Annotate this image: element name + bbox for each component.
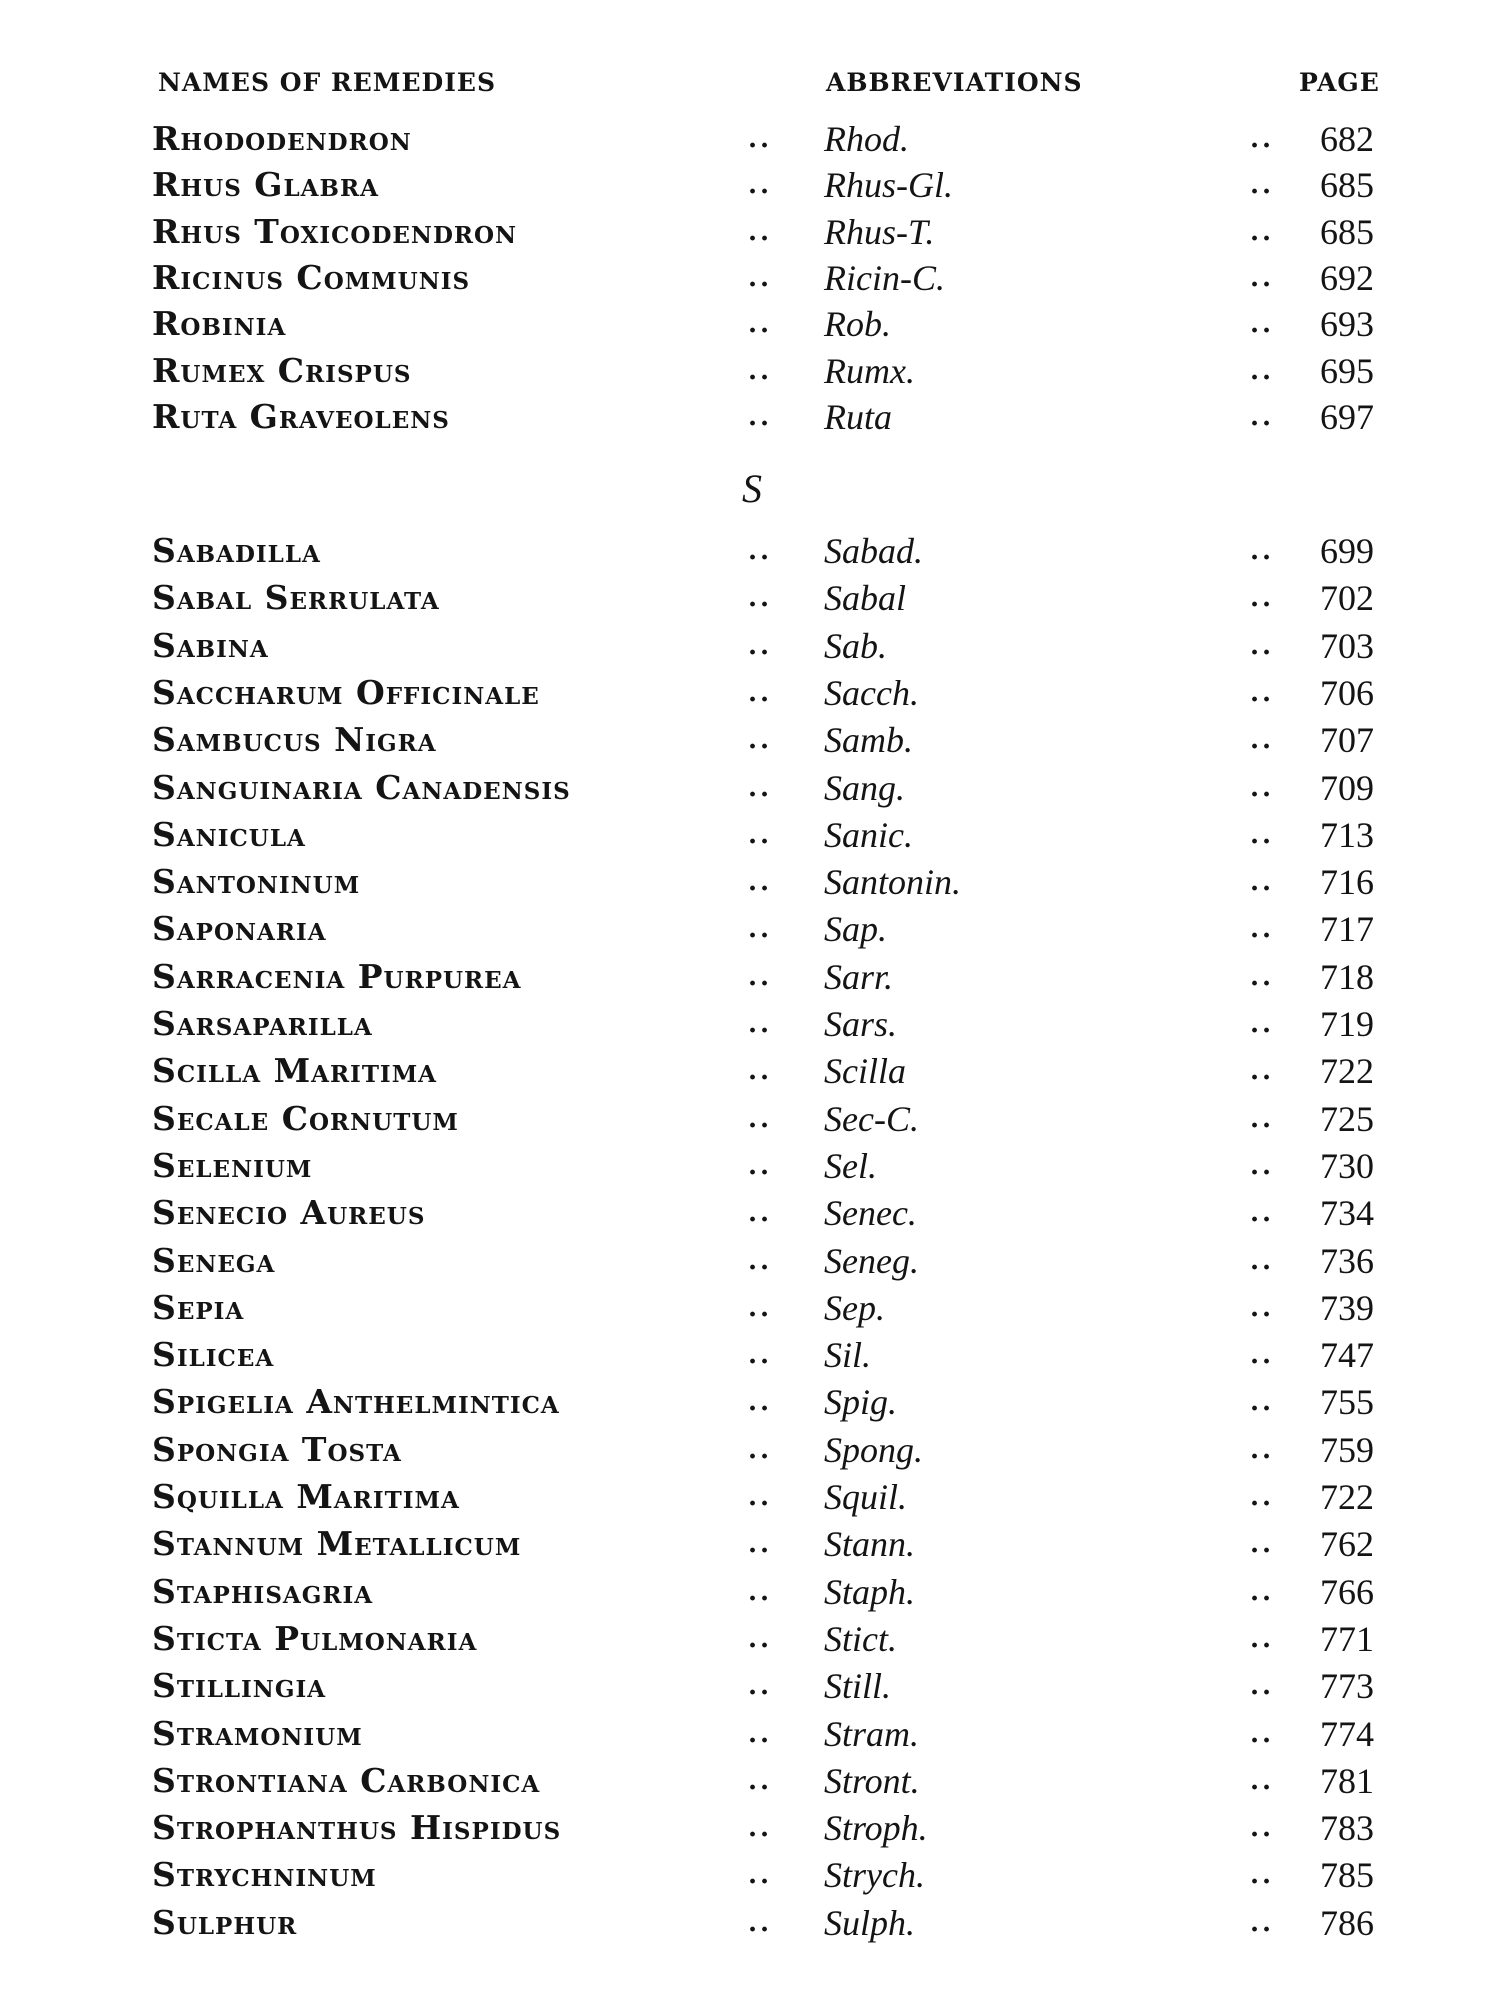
page-number: 692 <box>1320 257 1374 298</box>
remedy-name: Sanicula <box>152 814 306 854</box>
index-entry <box>0 575 1500 621</box>
page-number: 682 <box>1320 119 1374 159</box>
remedy-abbreviation: Sulph. <box>824 1902 916 1943</box>
leader-dots: .. <box>748 1150 773 1181</box>
leader-dots: .. <box>1250 1009 1275 1039</box>
remedy-abbreviation: Staph. <box>824 1571 916 1612</box>
index-entry <box>0 528 1500 574</box>
index-entry <box>0 670 1500 716</box>
remedy-abbreviation: Sars. <box>824 1004 898 1044</box>
page-number: 706 <box>1320 672 1374 713</box>
remedy-name: Sabina <box>152 625 269 665</box>
page-number: 695 <box>1320 350 1374 391</box>
leader-dots: .. <box>1250 1860 1275 1891</box>
page-number: 693 <box>1320 304 1374 345</box>
leader-dots: .. <box>1250 630 1275 661</box>
index-entry <box>0 255 1500 301</box>
page-number: 785 <box>1320 1855 1374 1896</box>
leader-dots: .. <box>1250 1813 1275 1844</box>
leader-dots: .. <box>748 1434 773 1465</box>
page-number: 786 <box>1320 1902 1374 1943</box>
remedy-abbreviation: Sang. <box>824 767 905 808</box>
page-number: 762 <box>1320 1524 1374 1565</box>
leader-dots: .. <box>748 1009 773 1039</box>
leader-dots: .. <box>1250 355 1275 386</box>
remedy-name: Ricinus Communis <box>152 257 471 297</box>
remedy-name: Sanguinaria Canadensis <box>152 767 571 807</box>
leader-dots: .. <box>748 1718 773 1749</box>
leader-dots: .. <box>1250 1671 1275 1702</box>
index-entry <box>0 1569 1500 1615</box>
leader-dots: .. <box>748 401 773 432</box>
index-entry <box>0 1474 1500 1520</box>
index-entry <box>0 765 1500 811</box>
leader-dots: .. <box>1250 1718 1275 1749</box>
page-number: 697 <box>1320 396 1374 437</box>
leader-dots: .. <box>748 725 773 756</box>
index-entry <box>0 1427 1500 1473</box>
leader-dots: .. <box>1250 1387 1275 1418</box>
page-number: 766 <box>1320 1571 1374 1612</box>
page-number: 717 <box>1320 909 1374 950</box>
remedy-name: Staphisagria <box>152 1571 374 1611</box>
remedy-name: Strychninum <box>152 1855 377 1895</box>
index-entry <box>0 1852 1500 1898</box>
remedy-abbreviation: Sacch. <box>824 672 919 713</box>
remedy-name: Saccharum Officinale <box>152 672 540 712</box>
leader-dots: .. <box>748 1340 773 1371</box>
remedy-abbreviation: Still. <box>824 1666 892 1707</box>
index-entry <box>0 1758 1500 1804</box>
leader-dots: .. <box>1250 1056 1275 1087</box>
remedy-abbreviation: Spong. <box>824 1429 923 1470</box>
leader-dots: .. <box>1250 536 1275 566</box>
leader-dots: .. <box>1250 216 1275 247</box>
index-entry <box>0 1048 1500 1094</box>
leader-dots: .. <box>748 961 773 992</box>
leader-dots: .. <box>1250 914 1275 945</box>
leader-dots: .. <box>1250 677 1275 708</box>
remedy-abbreviation: Scilla <box>824 1051 906 1092</box>
remedy-abbreviation: Spig. <box>824 1382 898 1423</box>
remedy-name: Spigelia Anthelmintica <box>152 1382 560 1422</box>
remedy-name: Senega <box>152 1240 276 1280</box>
leader-dots: .. <box>748 1056 773 1087</box>
section-letter: S <box>742 466 762 511</box>
remedy-name: Sambucus Nigra <box>152 720 437 760</box>
remedy-name: Santoninum <box>152 862 361 902</box>
leader-dots: .. <box>1250 961 1275 992</box>
leader-dots: .. <box>748 1292 773 1323</box>
leader-dots: .. <box>1250 1576 1275 1607</box>
index-entry <box>0 1805 1500 1851</box>
leader-dots: .. <box>748 867 773 898</box>
remedy-name: Sabadilla <box>152 531 321 570</box>
page-number: 719 <box>1320 1004 1374 1044</box>
index-entry <box>0 1379 1500 1425</box>
index-entry <box>0 1143 1500 1189</box>
leader-dots: .. <box>748 1671 773 1702</box>
remedy-name: Sepia <box>152 1287 245 1327</box>
remedy-abbreviation: Rob. <box>824 304 891 345</box>
remedy-name: Stramonium <box>152 1713 363 1753</box>
index-entry <box>0 1900 1500 1946</box>
remedy-abbreviation: Senec. <box>824 1193 917 1234</box>
page-number: 781 <box>1320 1760 1374 1801</box>
index-entry <box>0 906 1500 952</box>
leader-dots: .. <box>748 583 773 614</box>
leader-dots: .. <box>748 1860 773 1891</box>
page-number: 703 <box>1320 625 1374 666</box>
leader-dots: .. <box>1250 1103 1275 1134</box>
remedy-abbreviation: Rhus-T. <box>824 211 935 252</box>
leader-dots: .. <box>748 1623 773 1654</box>
leader-dots: .. <box>748 1813 773 1844</box>
remedy-name: Senecio Aureus <box>152 1193 426 1233</box>
remedy-name: Rhododendron <box>152 119 412 158</box>
remedy-abbreviation: Seneg. <box>824 1240 919 1281</box>
remedy-name: Spongia Tosta <box>152 1429 402 1469</box>
page-number: 773 <box>1320 1666 1374 1707</box>
leader-dots: .. <box>1250 1434 1275 1465</box>
leader-dots: .. <box>748 914 773 945</box>
page-number: 783 <box>1320 1808 1374 1849</box>
remedy-abbreviation: Santonin. <box>824 862 962 903</box>
page-number: 722 <box>1320 1477 1374 1517</box>
remedy-abbreviation: Sap. <box>824 909 887 950</box>
remedy-name: Sticta Pulmonaria <box>152 1618 478 1658</box>
remedy-name: Sarracenia Purpurea <box>152 956 522 996</box>
remedy-abbreviation: Rhod. <box>824 119 909 159</box>
index-entry <box>0 1238 1500 1284</box>
remedy-name: Squilla Maritima <box>152 1477 460 1516</box>
page-number: 702 <box>1320 578 1374 619</box>
leader-dots: .. <box>748 355 773 386</box>
remedy-name: Robinia <box>152 304 287 344</box>
page-number: 739 <box>1320 1287 1374 1328</box>
leader-dots: .. <box>1250 819 1275 850</box>
remedy-abbreviation: Ricin-C. <box>824 257 945 298</box>
leader-dots: .. <box>748 1765 773 1796</box>
index-entry <box>0 301 1500 347</box>
remedy-abbreviation: Sabad. <box>824 531 923 571</box>
index-entry <box>0 209 1500 255</box>
leader-dots: .. <box>748 1198 773 1229</box>
leader-dots: .. <box>748 1387 773 1418</box>
page-number: 716 <box>1320 862 1374 903</box>
page-number: 709 <box>1320 767 1374 808</box>
remedy-name: Strontiana Carbonica <box>152 1760 541 1800</box>
remedy-abbreviation: Stann. <box>824 1524 916 1565</box>
leader-dots: .. <box>748 216 773 247</box>
remedy-name: Stillingia <box>152 1666 327 1706</box>
leader-dots: .. <box>1250 772 1275 803</box>
column-header-page: PAGE <box>1299 68 1380 97</box>
remedy-name: Stannum Metallicum <box>152 1524 522 1564</box>
remedy-abbreviation: Samb. <box>824 720 913 761</box>
leader-dots: .. <box>1250 124 1275 154</box>
index-entry <box>0 162 1500 208</box>
leader-dots: .. <box>1250 1907 1275 1938</box>
leader-dots: .. <box>1250 170 1275 201</box>
page-number: 699 <box>1320 531 1374 571</box>
remedy-name: Ruta Graveolens <box>152 396 450 436</box>
leader-dots: .. <box>1250 401 1275 432</box>
remedy-name: Rhus Toxicodendron <box>152 211 518 251</box>
page-number: 736 <box>1320 1240 1374 1281</box>
leader-dots: .. <box>1250 1482 1275 1512</box>
leader-dots: .. <box>748 1103 773 1134</box>
leader-dots: .. <box>1250 583 1275 614</box>
page-number: 771 <box>1320 1618 1374 1659</box>
leader-dots: .. <box>748 819 773 850</box>
page-number: 774 <box>1320 1713 1374 1754</box>
leader-dots: .. <box>748 677 773 708</box>
leader-dots: .. <box>1250 1292 1275 1323</box>
index-entry <box>0 1190 1500 1236</box>
column-header-names: NAMES OF REMEDIES <box>158 68 497 97</box>
page-number: 725 <box>1320 1098 1374 1139</box>
leader-dots: .. <box>1250 1245 1275 1276</box>
index-entry <box>0 859 1500 905</box>
index-entry <box>0 812 1500 858</box>
leader-dots: .. <box>1250 1340 1275 1371</box>
index-entry <box>0 394 1500 440</box>
remedy-abbreviation: Sabal <box>824 578 907 619</box>
page-number: 685 <box>1320 165 1374 206</box>
index-entry <box>0 1616 1500 1662</box>
remedy-abbreviation: Stict. <box>824 1618 897 1659</box>
leader-dots: .. <box>748 170 773 201</box>
leader-dots: .. <box>748 1907 773 1938</box>
index-entry <box>0 1096 1500 1142</box>
leader-dots: .. <box>1250 1529 1275 1560</box>
leader-dots: .. <box>1250 1198 1275 1229</box>
index-entry <box>0 1332 1500 1378</box>
index-entry <box>0 623 1500 669</box>
index-entry <box>0 1663 1500 1709</box>
remedy-abbreviation: Ruta <box>824 396 892 437</box>
leader-dots: .. <box>1250 1623 1275 1654</box>
remedy-abbreviation: Stroph. <box>824 1808 928 1849</box>
remedy-name: Sulphur <box>152 1902 298 1942</box>
page-number: 759 <box>1320 1429 1374 1470</box>
remedy-name: Scilla Maritima <box>152 1051 437 1091</box>
remedy-abbreviation: Strych. <box>824 1855 925 1896</box>
page-number: 713 <box>1320 814 1374 855</box>
index-entry <box>0 348 1500 394</box>
page-number: 722 <box>1320 1051 1374 1092</box>
leader-dots: .. <box>1250 867 1275 898</box>
remedy-name: Silicea <box>152 1335 275 1375</box>
index-entry <box>0 116 1500 162</box>
leader-dots: .. <box>748 1482 773 1512</box>
leader-dots: .. <box>748 1529 773 1560</box>
leader-dots: .. <box>748 772 773 803</box>
remedy-abbreviation: Sil. <box>824 1335 872 1376</box>
remedy-name: Sarsaparilla <box>152 1004 373 1043</box>
remedy-name: Strophanthus Hispidus <box>152 1808 562 1848</box>
leader-dots: .. <box>748 630 773 661</box>
leader-dots: .. <box>748 124 773 154</box>
page-number: 718 <box>1320 956 1374 997</box>
page-number: 747 <box>1320 1335 1374 1376</box>
column-header-abbreviations: ABBREVIATIONS <box>826 68 1083 97</box>
remedy-name: Selenium <box>152 1145 313 1185</box>
remedy-abbreviation: Sab. <box>824 625 887 666</box>
remedy-abbreviation: Rhus-Gl. <box>824 165 953 206</box>
leader-dots: .. <box>748 1576 773 1607</box>
index-entry <box>0 717 1500 763</box>
leader-dots: .. <box>1250 1765 1275 1796</box>
remedy-abbreviation: Sarr. <box>824 956 894 997</box>
leader-dots: .. <box>748 536 773 566</box>
leader-dots: .. <box>748 1245 773 1276</box>
remedy-abbreviation: Sanic. <box>824 814 913 855</box>
remedy-name: Sabal Serrulata <box>152 578 440 618</box>
remedy-name: Rhus Glabra <box>152 165 379 205</box>
remedy-abbreviation: Sel. <box>824 1145 877 1186</box>
remedy-abbreviation: Squil. <box>824 1477 908 1517</box>
remedy-abbreviation: Stront. <box>824 1760 920 1801</box>
index-entry <box>0 1285 1500 1331</box>
leader-dots: .. <box>1250 309 1275 340</box>
page-number: 755 <box>1320 1382 1374 1423</box>
leader-dots: .. <box>748 262 773 293</box>
leader-dots: .. <box>748 309 773 340</box>
index-entry <box>0 954 1500 1000</box>
leader-dots: .. <box>1250 725 1275 756</box>
page-number: 730 <box>1320 1145 1374 1186</box>
index-entry <box>0 1711 1500 1757</box>
remedy-abbreviation: Sec-C. <box>824 1098 919 1139</box>
remedy-abbreviation: Sep. <box>824 1287 885 1328</box>
remedy-abbreviation: Rumx. <box>824 350 915 391</box>
leader-dots: .. <box>1250 262 1275 293</box>
page-number: 685 <box>1320 211 1374 252</box>
remedy-name: Saponaria <box>152 909 327 949</box>
index-entry <box>0 1001 1500 1047</box>
index-entry <box>0 1521 1500 1567</box>
remedy-name: Secale Cornutum <box>152 1098 459 1138</box>
page-number: 707 <box>1320 720 1374 761</box>
remedy-name: Rumex Crispus <box>152 350 412 390</box>
page-number: 734 <box>1320 1193 1374 1234</box>
leader-dots: .. <box>1250 1150 1275 1181</box>
remedy-abbreviation: Stram. <box>824 1713 920 1754</box>
